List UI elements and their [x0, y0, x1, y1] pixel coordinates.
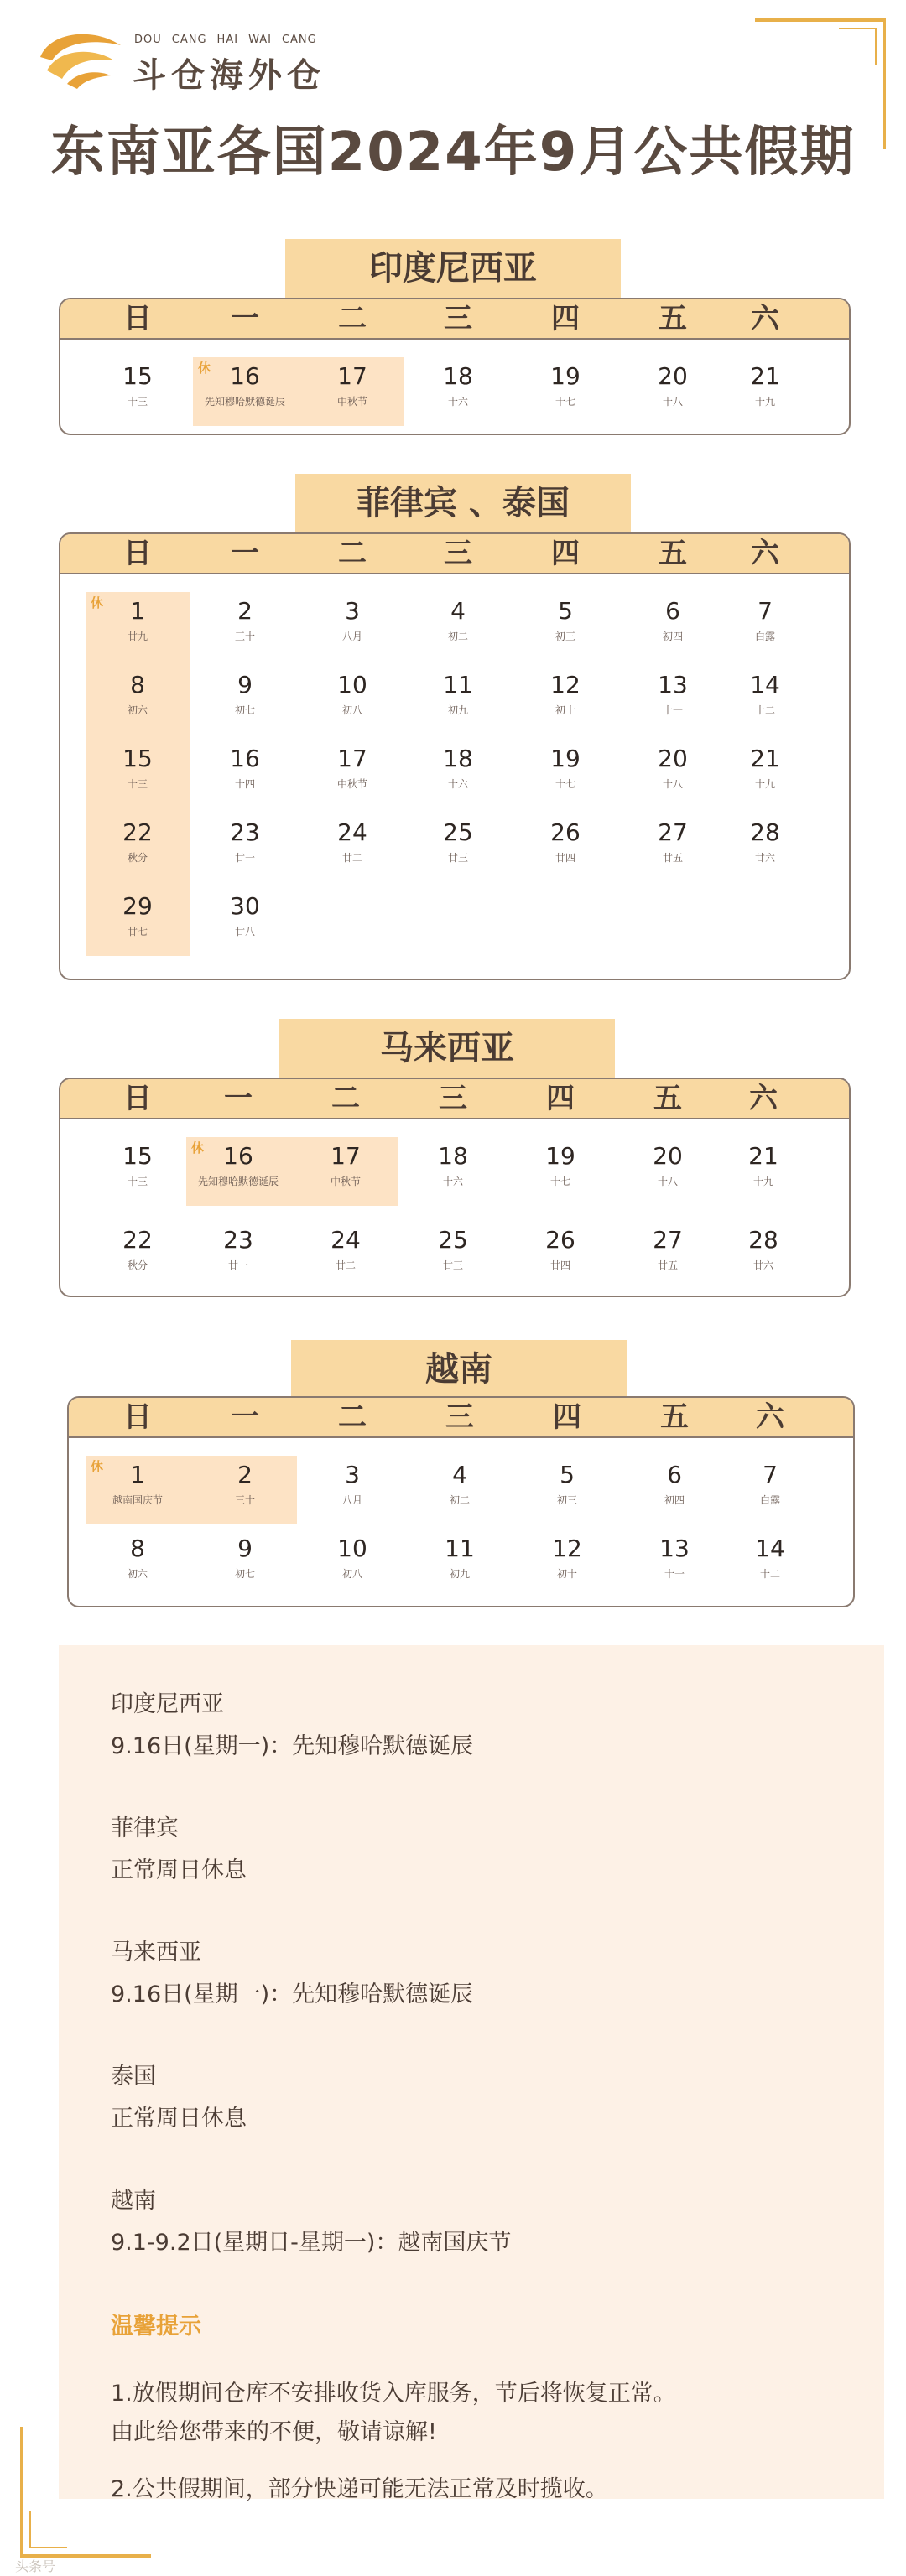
weekday-label: 三 [444, 302, 472, 335]
day-number: 17 [337, 745, 367, 772]
day-number: 20 [658, 745, 688, 772]
day-number: 17 [337, 362, 367, 390]
lunar-date: 廿一 [227, 1259, 248, 1271]
lunar-date: 初六 [127, 704, 148, 716]
lunar-date: 廿五 [657, 1259, 678, 1271]
calendar-day [702, 818, 828, 865]
lunar-date: 廿七 [127, 926, 148, 937]
lunar-date: 十二 [759, 1568, 780, 1580]
day-number: 23 [223, 1226, 253, 1254]
weekday-label: 一 [231, 1400, 259, 1434]
day-number: 23 [230, 818, 260, 846]
day-number: 21 [750, 362, 780, 390]
weekday-label: 四 [553, 1400, 581, 1434]
lunar-date: 廿二 [341, 852, 362, 864]
day-number: 2 [237, 1461, 253, 1488]
weekday-label: 五 [660, 1400, 689, 1434]
lunar-date: 八月 [341, 1494, 362, 1506]
weekday-label: 四 [551, 537, 580, 570]
day-number: 19 [545, 1142, 575, 1170]
lunar-date: 廿六 [754, 852, 775, 864]
weekday-label: 六 [751, 537, 779, 570]
day-number: 28 [748, 1226, 778, 1254]
lunar-date: 先知穆哈默德诞辰 [197, 1176, 279, 1187]
day-number: 1 [130, 597, 145, 625]
lunar-date: 廿三 [447, 852, 468, 864]
lunar-date: 初十 [555, 704, 575, 716]
lunar-date: 白露 [754, 631, 775, 642]
day-number: 22 [122, 818, 153, 846]
lunar-date: 十八 [662, 396, 683, 408]
day-number: 4 [452, 1461, 467, 1488]
rest-day-mark: 休 [91, 1459, 104, 1474]
calendar-day [702, 745, 828, 792]
lunar-date: 初二 [447, 631, 468, 642]
calendar-title: 马来西亚 [279, 1019, 615, 1078]
weekday-label: 二 [338, 302, 367, 335]
calendar-title: 印度尼西亚 [285, 239, 621, 298]
lunar-date: 十一 [662, 704, 683, 716]
lunar-date: 初四 [662, 631, 683, 642]
lunar-date: 十六 [447, 778, 468, 790]
day-number: 18 [438, 1142, 468, 1170]
lunar-date: 十三 [127, 396, 148, 408]
brand-name: 斗仓海外仓 [133, 56, 325, 95]
summary-country: 菲律宾 [111, 1815, 179, 1841]
holiday-summary-panel [59, 1645, 884, 2502]
weekday-label: 一 [224, 1082, 253, 1115]
day-number: 6 [665, 597, 680, 625]
summary-detail: 9.16日(星期一)：先知穆哈默德诞辰 [111, 1733, 474, 1759]
calendar-day [707, 1461, 833, 1508]
day-number: 28 [750, 818, 780, 846]
lunar-date: 初八 [341, 1568, 362, 1580]
day-number: 26 [550, 818, 581, 846]
rest-day-mark: 休 [191, 1140, 205, 1156]
rest-day-mark: 休 [198, 361, 211, 376]
calendar-grid [59, 1078, 851, 1297]
day-number: 9 [237, 671, 253, 699]
lunar-date: 十二 [754, 704, 775, 716]
weekday-label: 一 [231, 302, 259, 335]
day-number: 8 [130, 1535, 145, 1562]
lunar-date: 十四 [234, 778, 255, 790]
weekday-label: 二 [331, 1082, 360, 1115]
weekday-label: 五 [659, 302, 687, 335]
lunar-date: 三十 [234, 1494, 255, 1506]
lunar-date: 十七 [549, 1176, 570, 1187]
day-number: 10 [337, 671, 367, 699]
day-number: 5 [560, 1461, 575, 1488]
day-number: 19 [550, 745, 581, 772]
day-number: 17 [331, 1142, 361, 1170]
day-number: 7 [758, 597, 773, 625]
day-number: 15 [122, 1142, 153, 1170]
calendar-day [702, 671, 828, 718]
weekday-header [60, 1079, 849, 1119]
lunar-date: 初九 [449, 1568, 470, 1580]
day-number: 2 [237, 597, 253, 625]
lunar-date: 初十 [556, 1568, 577, 1580]
day-number: 18 [443, 745, 473, 772]
lunar-date: 十九 [752, 1176, 773, 1187]
day-number: 16 [223, 1142, 253, 1170]
lunar-date: 初七 [234, 704, 255, 716]
weekday-label: 三 [439, 1082, 467, 1115]
day-number: 12 [552, 1535, 582, 1562]
weekday-label: 二 [338, 1400, 367, 1434]
lunar-date: 初六 [127, 1568, 148, 1580]
brand-pinyin: DOU CANG HAI WAI CANG [134, 34, 317, 46]
weekday-label: 日 [123, 537, 152, 570]
day-number: 27 [653, 1226, 683, 1254]
tips-title: 温馨提示 [111, 2314, 201, 2340]
tip-line: 1.放假期间仓库不安排收货入库服务，节后将恢复正常。 [111, 2381, 676, 2407]
summary-country: 马来西亚 [111, 1940, 201, 1966]
day-number: 4 [450, 597, 466, 625]
day-number: 25 [438, 1226, 468, 1254]
lunar-date: 秋分 [127, 1259, 148, 1271]
calendar-day [700, 1142, 826, 1189]
day-number: 13 [659, 1535, 690, 1562]
weekday-label: 日 [123, 1400, 152, 1434]
day-number: 8 [130, 671, 145, 699]
tip-line: 由此给您带来的不便，敬请谅解! [111, 2419, 437, 2445]
lunar-date: 初九 [447, 704, 468, 716]
day-number: 29 [122, 892, 153, 920]
weekday-label: 六 [756, 1400, 784, 1434]
summary-detail: 正常周日休息 [111, 1857, 247, 1883]
page-title: 东南亚各国2024年9月公共假期 [50, 122, 856, 184]
lunar-date: 廿四 [555, 852, 575, 864]
lunar-date: 十六 [442, 1176, 463, 1187]
day-number: 15 [122, 745, 153, 772]
summary-detail: 9.16日(星期一)：先知穆哈默德诞辰 [111, 1981, 474, 2007]
lunar-date: 初七 [234, 1568, 255, 1580]
day-number: 21 [750, 745, 780, 772]
lunar-date: 十七 [555, 778, 575, 790]
weekday-label: 三 [445, 1400, 474, 1434]
brand-mark-icon [34, 23, 126, 91]
lunar-date: 十八 [662, 778, 683, 790]
day-number: 6 [667, 1461, 682, 1488]
lunar-date: 越南国庆节 [112, 1494, 163, 1506]
day-number: 12 [550, 671, 581, 699]
summary-detail: 正常周日休息 [111, 2106, 247, 2132]
day-number: 1 [130, 1461, 145, 1488]
day-number: 14 [750, 671, 780, 699]
day-number: 24 [331, 1226, 361, 1254]
lunar-date: 廿四 [549, 1259, 570, 1271]
day-number: 11 [443, 671, 473, 699]
day-number: 9 [237, 1535, 253, 1562]
day-number: 14 [755, 1535, 785, 1562]
lunar-date: 十一 [664, 1568, 685, 1580]
lunar-date: 廿二 [335, 1259, 356, 1271]
lunar-date: 中秋节 [336, 396, 367, 408]
lunar-date: 十九 [754, 396, 775, 408]
summary-country: 泰国 [111, 2064, 156, 2090]
day-number: 16 [230, 745, 260, 772]
weekday-header [60, 299, 849, 340]
calendar-day [700, 1226, 826, 1273]
lunar-date: 十六 [447, 396, 468, 408]
lunar-date: 先知穆哈默德诞辰 [204, 396, 285, 408]
weekday-label: 二 [338, 537, 367, 570]
day-number: 21 [748, 1142, 778, 1170]
lunar-date: 初八 [341, 704, 362, 716]
lunar-date: 廿一 [234, 852, 255, 864]
day-number: 22 [122, 1226, 153, 1254]
lunar-date: 廿六 [752, 1259, 773, 1271]
lunar-date: 三十 [234, 631, 255, 642]
calendar-grid [59, 298, 851, 435]
day-number: 16 [230, 362, 260, 390]
summary-country: 越南 [111, 2188, 156, 2214]
calendar-day [702, 362, 828, 409]
day-number: 27 [658, 818, 688, 846]
day-number: 3 [345, 597, 360, 625]
summary-detail: 9.1-9.2日(星期日-星期一)：越南国庆节 [111, 2230, 512, 2256]
weekday-label: 日 [123, 1082, 152, 1115]
lunar-date: 廿九 [127, 631, 148, 642]
weekday-label: 六 [749, 1082, 778, 1115]
day-number: 25 [443, 818, 473, 846]
day-number: 20 [653, 1142, 683, 1170]
lunar-date: 廿八 [234, 926, 255, 937]
lunar-date: 白露 [759, 1494, 780, 1506]
day-number: 3 [345, 1461, 360, 1488]
weekday-label: 四 [551, 302, 580, 335]
weekday-header [69, 1398, 853, 1438]
calendar-title: 菲律宾 、泰国 [295, 474, 631, 532]
calendar-day [702, 597, 828, 644]
lunar-date: 十七 [555, 396, 575, 408]
calendar-grid [67, 1396, 855, 1607]
calendar-title: 越南 [291, 1340, 627, 1399]
summary-country: 印度尼西亚 [111, 1691, 224, 1717]
day-number: 13 [658, 671, 688, 699]
brand-logo [34, 23, 336, 95]
day-number: 5 [558, 597, 573, 625]
weekday-label: 六 [751, 302, 779, 335]
day-number: 18 [443, 362, 473, 390]
calendar-day [707, 1535, 833, 1581]
day-number: 26 [545, 1226, 575, 1254]
weekday-label: 四 [546, 1082, 575, 1115]
lunar-date: 初二 [449, 1494, 470, 1506]
day-number: 19 [550, 362, 581, 390]
day-number: 15 [122, 362, 153, 390]
lunar-date: 十九 [754, 778, 775, 790]
lunar-date: 初四 [664, 1494, 685, 1506]
day-number: 7 [763, 1461, 778, 1488]
tip-line: 2.公共假期间，部分快递可能无法正常及时揽收。 [111, 2476, 608, 2502]
lunar-date: 十三 [127, 778, 148, 790]
day-number: 10 [337, 1535, 367, 1562]
weekday-label: 五 [653, 1082, 682, 1115]
watermark-text: 头条号 [15, 2558, 56, 2574]
lunar-date: 廿五 [662, 852, 683, 864]
weekday-label: 三 [444, 537, 472, 570]
calendar-grid [59, 532, 851, 980]
lunar-date: 十三 [127, 1176, 148, 1187]
lunar-date: 初三 [556, 1494, 577, 1506]
lunar-date: 廿三 [442, 1259, 463, 1271]
day-number: 30 [230, 892, 260, 920]
weekday-label: 日 [123, 302, 152, 335]
lunar-date: 秋分 [127, 852, 148, 864]
weekday-label: 五 [659, 537, 687, 570]
lunar-date: 八月 [341, 631, 362, 642]
day-number: 24 [337, 818, 367, 846]
weekday-label: 一 [231, 537, 259, 570]
lunar-date: 中秋节 [330, 1176, 361, 1187]
weekday-header [60, 534, 849, 574]
day-number: 20 [658, 362, 688, 390]
day-number: 11 [445, 1535, 475, 1562]
lunar-date: 十八 [657, 1176, 678, 1187]
lunar-date: 初三 [555, 631, 575, 642]
rest-day-mark: 休 [91, 595, 104, 610]
calendar-day [182, 892, 308, 939]
lunar-date: 中秋节 [336, 778, 367, 790]
